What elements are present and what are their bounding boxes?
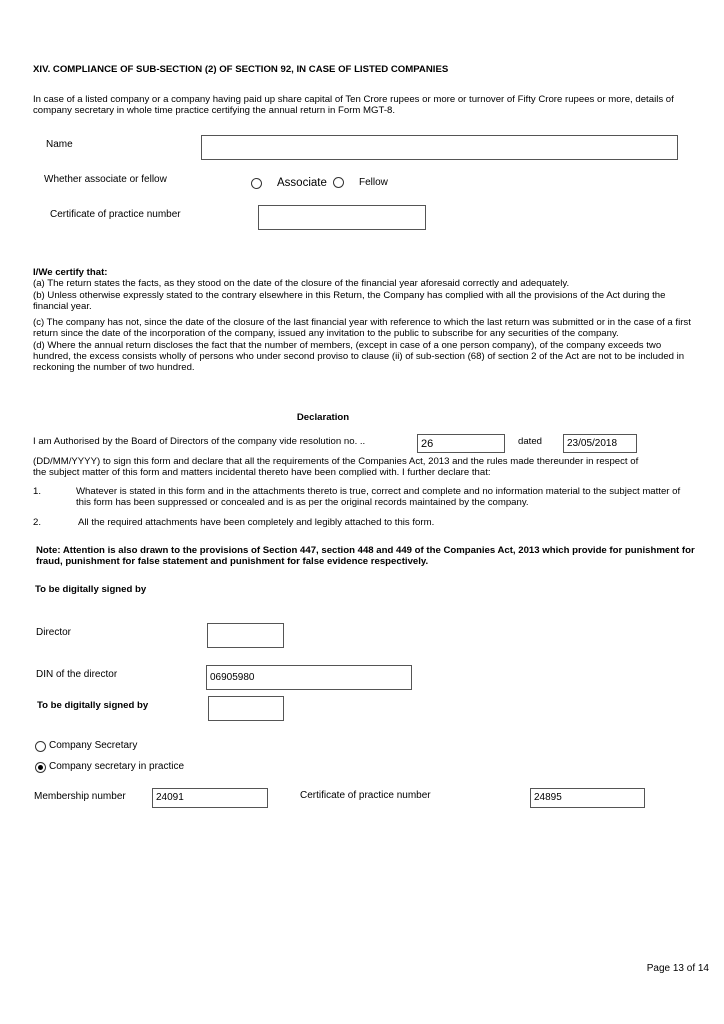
- certify-heading: I/We certify that:: [33, 267, 108, 278]
- name-field[interactable]: [201, 135, 678, 160]
- certify-a: (a) The return states the facts, as they stood on the date of the closure of the financial year aforesaid correctly and adequately.: [33, 278, 570, 290]
- cs-in-practice-radio[interactable]: [35, 762, 46, 773]
- declaration-continuation: (DD/MM/YYYY) to sign this form and declare that all the requirements of the Companies Act, 2013 and the rules made thereunder in respect of the subject matter of this form and matters incidental thereto have been complied with. I further declare that:: [33, 456, 639, 479]
- declaration-item-1-number: 1.: [33, 486, 42, 497]
- section-title: XIV. COMPLIANCE OF SUB-SECTION (2) OF SECTION 92, IN CASE OF LISTED COMPANIES: [33, 64, 449, 75]
- certify-b: (b) Unless otherwise expressly stated to the contrary elsewhere in this Return, the Company has complied with all the provisions of the Act during the financial year.: [33, 289, 666, 312]
- fellow-option-label: Fellow: [359, 177, 388, 188]
- certification-block: [33, 267, 693, 374]
- din-label: DIN of the director: [36, 669, 118, 680]
- din-field[interactable]: 06905980: [206, 665, 412, 690]
- associate-radio[interactable]: [251, 178, 262, 189]
- director-label: Director: [36, 627, 72, 638]
- penalty-note: Note: Attention is also drawn to the provisions of Section 447, section 448 and 449 of the Companies Act, 2013 which provide for punishment for fraud, punishment for false statement and punishment for false evidence respectively.: [36, 545, 695, 568]
- fellow-radio[interactable]: [333, 177, 344, 188]
- declaration-item-2-text: All the required attachments have been completely and legibly attached to this form.: [78, 517, 435, 528]
- associate-option-label: Associate: [277, 177, 327, 189]
- cop-field[interactable]: [258, 205, 426, 230]
- declaration-heading: Declaration: [296, 412, 350, 423]
- section-intro: In case of a listed company or a company having paid up share capital of Ten Crore rupees or more or turnover of Fifty Crore rupees or more, details of company secretary in whole time practice certifying the annual return in Form MGT-8.: [33, 94, 674, 117]
- company-secretary-option-label: Company Secretary: [49, 740, 138, 751]
- name-label: Name: [46, 139, 73, 150]
- company-secretary-radio[interactable]: [35, 741, 46, 752]
- date-field[interactable]: 23/05/2018: [563, 434, 637, 453]
- cs-in-practice-option-label: Company secretary in practice: [49, 761, 185, 772]
- dated-label: dated: [518, 436, 543, 447]
- radio-selected-dot: [38, 765, 43, 770]
- director-signature-field[interactable]: [207, 623, 284, 648]
- certify-d: (d) Where the annual return discloses the fact that the number of members, (except in case of a one person company), of the company exceeds two hundred, the excess consists wholly of persons who under second proviso to clause (ii) of sub-section (68) of section 2 of the Act are not to be included in reckoning the number of two hundred.: [33, 339, 685, 374]
- digitally-signed-heading-2: To be digitally signed by: [37, 700, 149, 711]
- cop-label: Certificate of practice number: [50, 209, 181, 220]
- cop-signing-field[interactable]: 24895: [530, 788, 645, 808]
- authorised-text: I am Authorised by the Board of Directors of the company vide resolution no. ..: [33, 436, 366, 447]
- cs-signature-field[interactable]: [208, 696, 284, 721]
- page-number: Page 13 of 14: [646, 963, 709, 974]
- cop-signing-label: Certificate of practice number: [300, 790, 431, 801]
- membership-number-label: Membership number: [34, 791, 126, 802]
- membership-number-field[interactable]: 24091: [152, 788, 268, 808]
- declaration-item-2-number: 2.: [33, 517, 42, 528]
- declaration-item-1-text: Whatever is stated in this form and in the attachments thereto is true, correct and complete and no information material to the subject matter of this form has been suppressed or concealed and is as per the original records maintained by the company.: [76, 486, 681, 509]
- certify-c: (c) The company has not, since the date of the closure of the last financial year with reference to which the last return was submitted or in the case of a first return since the date of the incorporation of the company, issued any invitation to the public to subscribe for any securities of the company.: [33, 317, 691, 340]
- digitally-signed-heading-1: To be digitally signed by: [35, 584, 147, 595]
- associate-fellow-label: Whether associate or fellow: [44, 174, 167, 185]
- resolution-number-field[interactable]: 26: [417, 434, 505, 453]
